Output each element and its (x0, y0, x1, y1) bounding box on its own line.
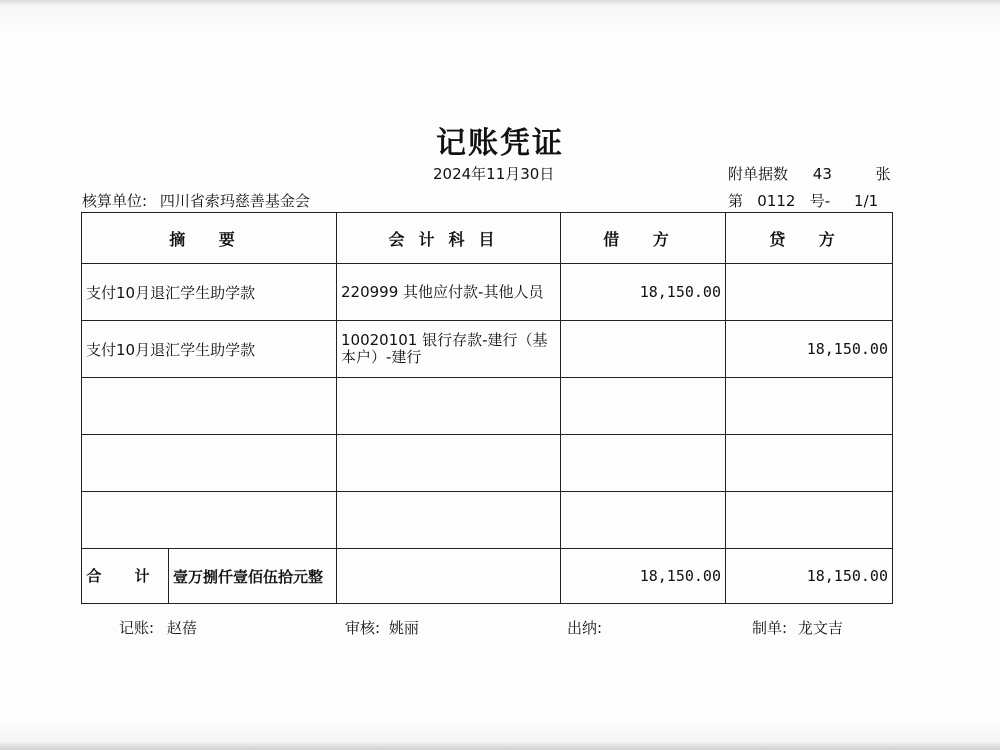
row-summary (82, 435, 337, 492)
row-summary: 支付10月退汇学生助学款 (82, 321, 337, 378)
preparer-label: 制单: (752, 619, 788, 637)
row-credit (726, 435, 893, 492)
reviewer-name: 姚丽 (388, 619, 419, 637)
row-credit (726, 378, 893, 435)
row-summary (82, 492, 337, 549)
row-summary (82, 378, 337, 435)
voucher-title: 记账凭证 (436, 126, 564, 161)
reviewer-sign (345, 617, 419, 638)
total-credit: 18,150.00 (726, 549, 893, 604)
table-row (82, 321, 893, 378)
row-credit: 18,150.00 (726, 321, 893, 378)
attachments-unit: 张 (875, 165, 891, 183)
table-row (82, 492, 893, 549)
preparer-name: 龙文吉 (797, 619, 843, 637)
row-account (337, 435, 561, 492)
voucher-date: 2024年11月30日 (433, 165, 555, 183)
reviewer-label: 审核: (345, 619, 381, 637)
accounting-unit (82, 190, 310, 211)
table-row (82, 435, 893, 492)
voucher-number: 第 0112 号- 1/1 (728, 192, 879, 210)
row-account (337, 492, 561, 549)
row-account: 220999 其他应付款-其他人员 (337, 264, 561, 321)
total-debit: 18,150.00 (561, 549, 726, 604)
header-debit: 借 方 (561, 213, 726, 264)
voucher-table (81, 212, 893, 604)
header-summary: 摘 要 (82, 213, 337, 264)
cashier-sign (567, 617, 602, 638)
row-debit (561, 321, 726, 378)
row-account: 10020101 银行存款-建行（基本户）-建行 (337, 321, 561, 378)
table-header-row (82, 213, 893, 264)
row-debit (561, 435, 726, 492)
accounting-unit-name: 四川省索玛慈善基金会 (159, 192, 310, 210)
table-row (82, 378, 893, 435)
scan-edge-top (0, 0, 1000, 6)
row-debit: 18,150.00 (561, 264, 726, 321)
row-debit (561, 492, 726, 549)
row-summary: 支付10月退汇学生助学款 (82, 264, 337, 321)
preparer-sign (752, 617, 843, 638)
scan-edge-bottom (0, 740, 1000, 750)
cashier-label: 出纳: (567, 619, 603, 637)
attachments-info (728, 163, 891, 184)
total-row (82, 549, 893, 604)
total-amount-in-words: 壹万捌仟壹佰伍拾元整 (173, 567, 324, 586)
row-credit (726, 264, 893, 321)
table-row (82, 264, 893, 321)
row-debit (561, 378, 726, 435)
accounting-unit-label: 核算单位: (82, 192, 148, 210)
header-account: 会计科目 (337, 213, 561, 264)
header-credit: 贷 方 (726, 213, 893, 264)
row-credit (726, 492, 893, 549)
total-account-empty (337, 549, 561, 604)
bookkeeper-sign (119, 617, 197, 638)
attachments-label: 附单据数 (728, 165, 789, 183)
bookkeeper-name: 赵蓓 (166, 619, 197, 637)
row-account (337, 378, 561, 435)
bookkeeper-label: 记账: (119, 619, 155, 637)
attachments-count: 43 (812, 165, 832, 183)
total-label: 合 计 (82, 549, 169, 603)
total-cell (82, 549, 337, 604)
